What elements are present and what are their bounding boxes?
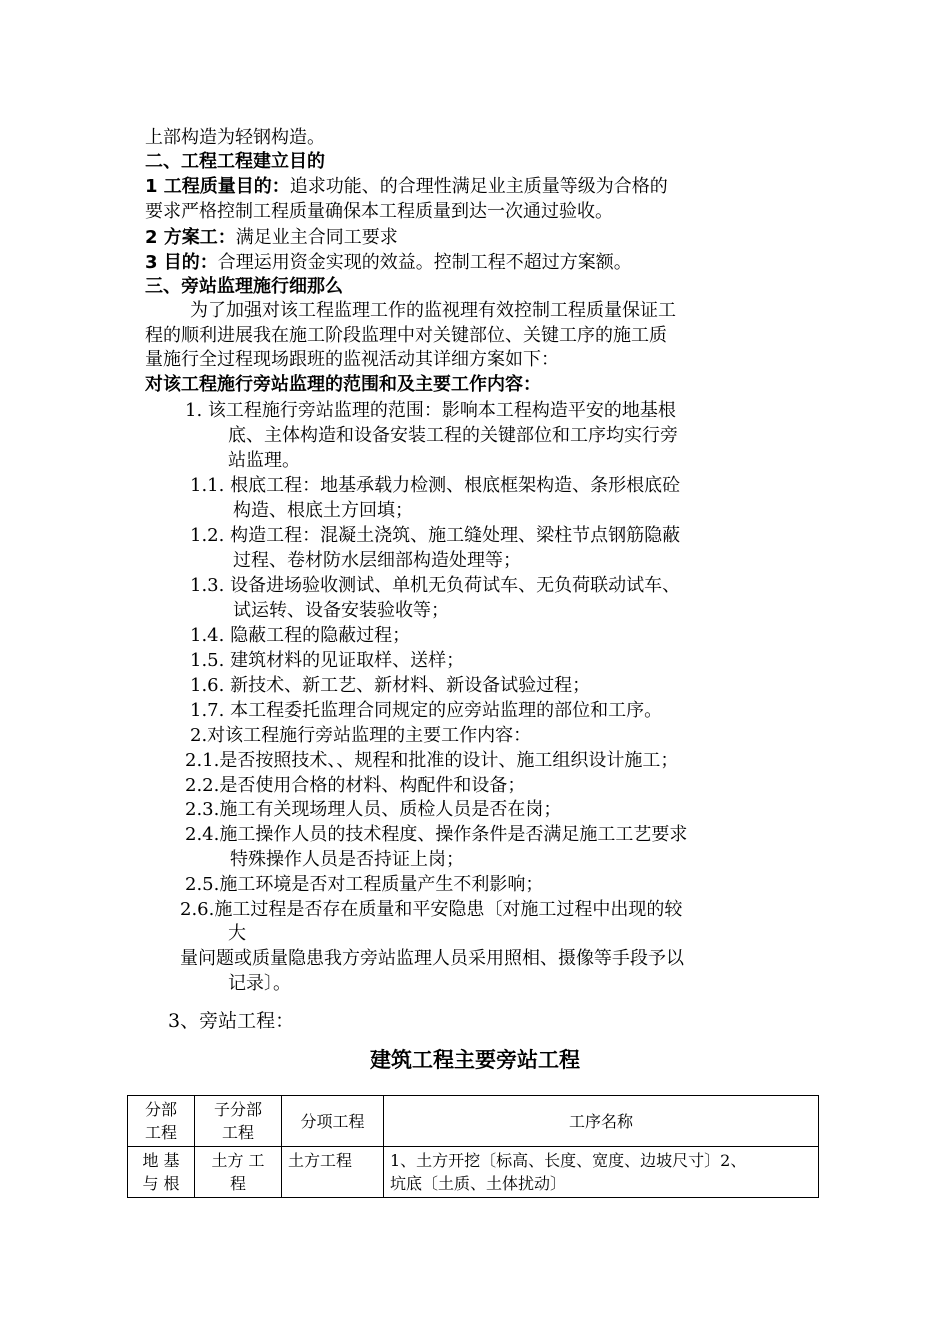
text-line: 要求严格控制工程质量确保本工程质量到达一次通过验收。 bbox=[145, 201, 613, 222]
list-item: 1.4. 隐蔽工程的隐蔽过程； bbox=[190, 625, 411, 646]
list-item-cont: 记录〕。 bbox=[228, 973, 291, 994]
table-cell: 地 基 与 根 bbox=[128, 1147, 195, 1198]
list-item: 1. 该工程施行旁站监理的范围：影响本工程构造平安的地基根 bbox=[185, 400, 676, 421]
section-heading-2: 二、工程工程建立目的 bbox=[145, 151, 325, 172]
list-item: 2.6.施工过程是否存在质量和平安隐患〔对施工过程中出现的较 bbox=[180, 899, 683, 920]
section-heading-3: 三、旁站监理施行细那么 bbox=[145, 276, 343, 297]
text-plan: 满足业主合同工要求 bbox=[235, 227, 398, 248]
inspection-table bbox=[127, 1095, 819, 1198]
table-cell: 土方 工 程 bbox=[195, 1147, 282, 1198]
list-item: 2.2.是否使用合格的材料、构配件和设备； bbox=[185, 775, 526, 796]
section-heading-4: 对该工程施行旁站监理的范围和及主要工作内容： bbox=[145, 374, 541, 395]
list-item-cont: 过程、卷材防水层细部构造处理等； bbox=[233, 550, 521, 571]
list-item-cont: 量问题或质量隐患我方旁站监理人员采用照相、摄像等手段予以 bbox=[180, 948, 684, 969]
label-purpose: 3 目的： bbox=[145, 252, 218, 273]
list-item: 2.对该工程施行旁站监理的主要工作内容： bbox=[190, 725, 532, 746]
paragraph-plan bbox=[145, 226, 398, 250]
list-item: 2.3.施工有关现场理人员、质检人员是否在岗； bbox=[185, 799, 562, 820]
list-item-cont: 试运转、设备安装验收等； bbox=[233, 600, 449, 621]
paragraph-quality-goal bbox=[145, 175, 668, 199]
table-row bbox=[128, 1147, 819, 1198]
table-title: 建筑工程主要旁站工程 bbox=[370, 1048, 580, 1072]
label-quality: 1 工程质量目的： bbox=[145, 176, 290, 197]
table-cell: 1、土方开挖〔标高、长度、宽度、边坡尺寸〕2、 坑底〔土质、土体扰动〕 bbox=[384, 1147, 819, 1198]
table-header-row bbox=[128, 1096, 819, 1147]
list-item: 1.1. 根底工程：地基承载力检测、根底框架构造、条形根底砼 bbox=[190, 475, 681, 496]
text-line: 为了加强对该工程监理工作的监视理有效控制工程质量保证工 bbox=[190, 300, 676, 321]
text-line: 上部构造为轻钢构造。 bbox=[145, 127, 325, 148]
header-cell: 工序名称 bbox=[384, 1096, 819, 1147]
list-item-cont: 底、主体构造和设备安装工程的关键部位和工序均实行旁 bbox=[228, 425, 678, 446]
list-item: 1.6. 新技术、新工艺、新材料、新设备试验过程； bbox=[190, 675, 591, 696]
header-cell: 子分部 工程 bbox=[195, 1096, 282, 1147]
header-cell: 分部 工程 bbox=[128, 1096, 195, 1147]
paragraph-purpose bbox=[145, 251, 632, 275]
list-item: 2.4.施工操作人员的技术程度、操作条件是否满足施工工艺要求 bbox=[185, 824, 688, 845]
list-item: 1.2. 构造工程：混凝土浇筑、施工缝处理、梁柱节点钢筋隐蔽 bbox=[190, 525, 681, 546]
label-plan: 2 方案工： bbox=[145, 227, 236, 248]
text-line: 程的顺利进展我在施工阶段监理中对关键部位、关键工序的施工质 bbox=[145, 325, 667, 346]
list-item-cont: 特殊操作人员是否持证上岗； bbox=[230, 849, 464, 870]
list-item: 1.3. 设备进场验收测试、单机无负荷试车、无负荷联动试车、 bbox=[190, 575, 681, 596]
text-purpose: 合理运用资金实现的效益。控制工程不超过方案额。 bbox=[217, 252, 632, 273]
text-line: 量施行全过程现场跟班的监视活动其详细方案如下： bbox=[145, 349, 559, 370]
section-3-label: 3、旁站工程： bbox=[168, 1010, 295, 1032]
list-item: 1.5. 建筑材料的见证取样、送样； bbox=[190, 650, 465, 671]
list-item-cont: 站监理。 bbox=[228, 450, 300, 471]
table-cell: 土方工程 bbox=[282, 1147, 384, 1198]
list-item-cont: 构造、根底土方回填； bbox=[233, 500, 413, 521]
header-cell: 分项工程 bbox=[282, 1096, 384, 1147]
text-quality: 追求功能、的合理性满足业主质量等级为合格的 bbox=[289, 176, 668, 197]
list-item-cont: 大 bbox=[228, 923, 246, 944]
list-item: 2.1.是否按照技术、、规程和批准的设计、施工组织设计施工； bbox=[185, 750, 679, 771]
list-item: 1.7. 本工程委托监理合同规定的应旁站监理的部位和工序。 bbox=[190, 700, 663, 721]
list-item: 2.5.施工环境是否对工程质量产生不利影响； bbox=[185, 874, 544, 895]
